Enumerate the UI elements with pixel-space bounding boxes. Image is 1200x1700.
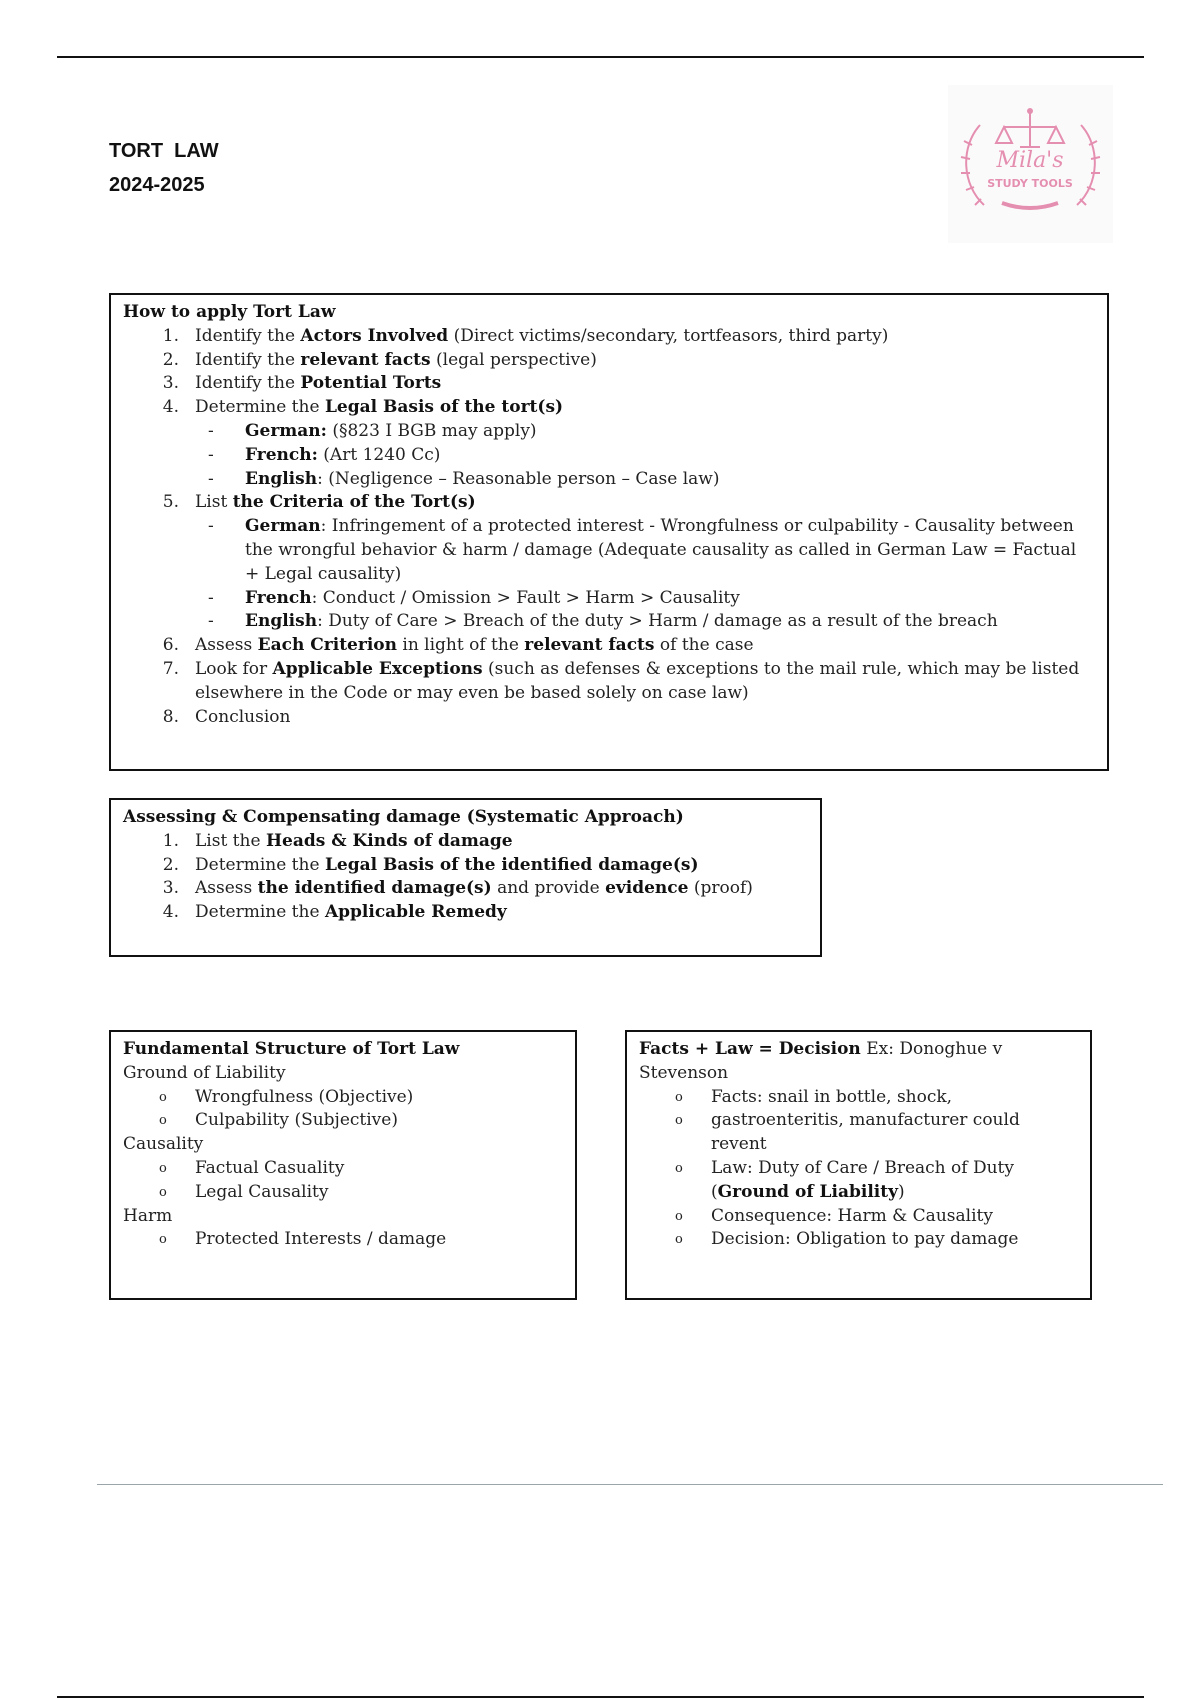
document-header [109, 134, 219, 202]
bottom-rule [57, 1696, 1144, 1698]
list-item: o Decision: Obligation to pay damage [675, 1229, 1019, 1250]
ground-of-liability-label: Ground of Liability [123, 1062, 286, 1083]
list-item: o Legal Causality [159, 1181, 329, 1202]
step-item: 2. Determine the Legal Basis of the identified damage(s) [162, 854, 699, 875]
step-item: 1. Identify the Actors Involved (Direct victims/secondary, tortfeasors, third party) [162, 325, 889, 346]
list-item: o Protected Interests / damage [159, 1229, 447, 1250]
assessing-damage-box [109, 798, 822, 957]
causality-label: Causality [123, 1134, 204, 1155]
sub-item-french: - French: (Art 1240 Cc) [208, 444, 441, 465]
step-item: 6. Assess Each Criterion in light of the relevant facts of the case [162, 635, 754, 656]
step-item: 3. Identify the Potential Torts [162, 373, 442, 394]
footer-rule [97, 1484, 1163, 1485]
step-item: 4. Determine the Applicable Remedy [162, 902, 507, 923]
list-item: o Wrongfulness (Objective) [159, 1086, 414, 1107]
list-item: o Facts: snail in bottle, shock, [675, 1086, 953, 1107]
sub-item-english: - English: Duty of Care > Breach of the duty > Harm / damage as a result of the breach [208, 611, 998, 632]
fundamental-heading: Fundamental Structure of Tort Law [123, 1039, 460, 1059]
list-item: o Culpability (Subjective) [159, 1110, 398, 1131]
list-item: o Law: Duty of Care / Breach of Duty (Ground of Liability) [675, 1157, 1014, 1202]
document-title: TORT LAW [109, 140, 219, 162]
svg-text:STUDY TOOLS: STUDY TOOLS [987, 177, 1073, 190]
decision-heading: Facts + Law = Decision Ex: Donoghue v Stevenson [639, 1039, 1003, 1083]
list-item: o gastroenteritis, manufacturer could revent [675, 1110, 1020, 1155]
step-item: 2. Identify the relevant facts (legal perspective) [162, 349, 597, 370]
document-year: 2024-2025 [109, 174, 205, 196]
study-tools-logo [948, 85, 1113, 243]
harm-label: Harm [123, 1205, 173, 1226]
step-item: 3. Assess the identified damage(s) and provide evidence (proof) [162, 878, 753, 899]
top-rule [57, 56, 1144, 58]
sub-item-english: - English: (Negligence – Reasonable person – Case law) [208, 468, 720, 489]
step-item: 4. Determine the Legal Basis of the tort(s) [162, 397, 564, 418]
how-to-apply-heading: How to apply Tort Law [123, 302, 336, 322]
step-item: 8. Conclusion [162, 706, 291, 727]
list-item: o Consequence: Harm & Causality [675, 1205, 993, 1226]
list-item: o Factual Casuality [159, 1157, 345, 1178]
sub-item-german: - German: Infringement of a protected interest - Wrongfulness or culpability - Causality between the wrongful behavior & harm / damage (Adequate causality as called in German Law = Factual + Legal causality) [208, 516, 1077, 584]
step-item: 7. Look for Applicable Exceptions (such as defenses & exceptions to the mail rule, which may be listed elsewhere in the Code or may even be based solely on case law) [162, 658, 1080, 703]
step-item: 5. List the Criteria of the Tort(s) [162, 492, 476, 513]
assessing-heading: Assessing & Compensating damage (Systematic Approach) [123, 807, 684, 827]
svg-text:Mila's: Mila's [996, 148, 1064, 173]
sub-item-french: - French: Conduct / Omission > Fault > Harm > Causality [208, 587, 740, 608]
fundamental-structure-box [109, 1030, 577, 1300]
how-to-apply-box [109, 293, 1109, 771]
sub-item-german: - German: (§823 I BGB may apply) [208, 420, 537, 441]
facts-law-decision-box [625, 1030, 1092, 1300]
step-item: 1. List the Heads & Kinds of damage [162, 830, 513, 851]
